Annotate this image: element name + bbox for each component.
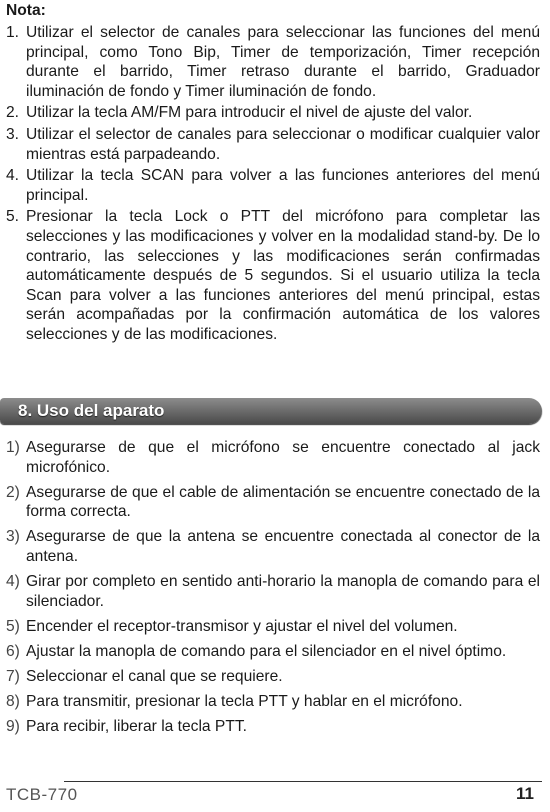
- nota-item: [6, 125, 540, 164]
- uso-step-number: 1): [6, 439, 20, 456]
- nota-item-text: Utilizar la tecla SCAN para volver a las funciones anteriores del menú principal.: [26, 167, 540, 204]
- uso-step-number: 9): [6, 718, 20, 736]
- uso-step-number: 5): [6, 617, 20, 635]
- section-header-bar: [0, 398, 542, 424]
- nota-item: [6, 207, 540, 344]
- uso-step-text: Asegurarse de que el micrófono se encuentre conectado al jack microfónico.: [26, 439, 540, 476]
- uso-step: [6, 527, 540, 566]
- uso-step-number: 2): [6, 483, 20, 501]
- footer-divider: [64, 781, 542, 782]
- uso-step-text: Girar por completo en sentido anti-horario la manopla de comando para el silenciador.: [26, 573, 540, 610]
- nota-item-number: 4.: [6, 167, 20, 185]
- uso-step: [6, 642, 540, 662]
- section-title: 8. Uso del aparato: [18, 401, 165, 420]
- uso-step-number: 3): [6, 528, 20, 546]
- uso-step-number: 8): [6, 693, 20, 711]
- uso-step: [6, 692, 540, 712]
- nota-item-text: Utilizar el selector de canales para seleccionar o modificar cualquier valor mientras está parpadeando.: [26, 125, 540, 163]
- nota-heading: Nota:: [6, 2, 46, 19]
- nota-item-text: Utilizar el selector de canales para seleccionar las funciones del menú principal, como Tono Bip, Timer de temporización, Timer recepción durante el barrido, Timer retraso durante el barrido, Graduador iluminación de fondo y Timer iluminación de fondo.: [26, 24, 540, 100]
- nota-item-text: Presionar la tecla Lock o PTT del micrófono para completar las selecciones y las modificaciones y volver en la modalidad stand-by. De lo contrario, las selecciones y las modificaciones serán confirmadas automáticamente después de 5 segundos. Si el usuario utiliza la tecla Scan para volver a las funciones anteriores del menú principal, estas serán acompañadas por la confirmación automática de los valores selecciones y de las modificaciones.: [26, 208, 540, 343]
- nota-item-number: 1.: [6, 24, 20, 41]
- uso-steps-list: [6, 438, 540, 742]
- nota-item: [6, 23, 540, 101]
- nota-item: [6, 166, 540, 205]
- uso-step: [6, 438, 540, 477]
- nota-item-number: 2.: [6, 104, 20, 122]
- uso-step-text: Para recibir, liberar la tecla PTT.: [26, 718, 247, 736]
- uso-step: [6, 483, 540, 522]
- nota-list: [6, 23, 540, 347]
- uso-step: [6, 717, 540, 737]
- uso-step-number: 6): [6, 642, 20, 660]
- uso-step-text: Encender el receptor-transmisor y ajustar el nivel del volumen.: [26, 617, 458, 635]
- uso-step-text: Asegurarse de que la antena se encuentre conectada al conector de la antena.: [26, 528, 540, 565]
- uso-step-text: Seleccionar el canal que se requiere.: [26, 667, 283, 685]
- uso-step-text: Asegurarse de que el cable de alimentación se encuentre conectado de la forma correcta.: [26, 483, 540, 521]
- uso-step: [6, 667, 540, 687]
- nota-item: [6, 103, 540, 123]
- nota-item-text: Utilizar la tecla AM/FM para introducir el nivel de ajuste del valor.: [26, 104, 473, 122]
- nota-item-number: 3.: [6, 125, 20, 143]
- uso-step-number: 4): [6, 573, 20, 591]
- uso-step-text: Para transmitir, presionar la tecla PTT y hablar en el micrófono.: [26, 693, 463, 711]
- page-number: 11: [516, 784, 534, 803]
- uso-step-text: Ajustar la manopla de comando para el silenciador en el nivel óptimo.: [26, 642, 507, 660]
- uso-step: [6, 617, 540, 637]
- nota-item-number: 5.: [6, 208, 20, 226]
- footer-model-name: TCB-770: [6, 785, 78, 804]
- uso-step-number: 7): [6, 667, 20, 685]
- uso-step: [6, 572, 540, 611]
